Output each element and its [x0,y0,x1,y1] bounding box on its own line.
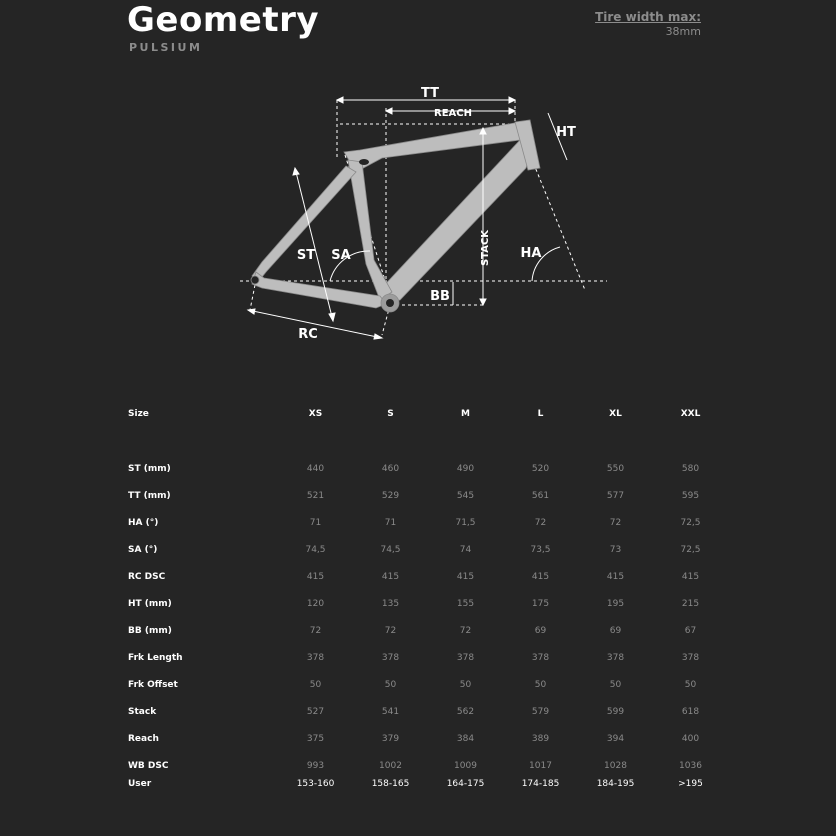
table-row [120,536,728,563]
table-cell: 378 [381,652,400,663]
tire-width-label: Tire width max: [595,10,701,24]
size-xxl: XXL [680,409,701,419]
table-cell: 577 [606,490,625,501]
table-cell: 378 [306,652,325,663]
tire-width-value: 38mm [665,25,701,38]
table-cell: 73 [609,544,622,555]
table-cell: 415 [681,571,700,582]
table-cell: 120 [306,598,325,609]
model-name: PULSIUM [129,41,203,54]
row-label: User [128,779,152,789]
table-cell: 74 [459,544,472,555]
table-cell: 415 [306,571,325,582]
table-row [120,509,728,536]
size-header-row [120,400,728,428]
table-cell: 1028 [604,760,627,771]
spacer-row [120,428,728,455]
table-cell: 72 [534,517,547,528]
table-row [120,698,728,725]
row-label: Reach [128,733,159,744]
table-cell: 69 [609,625,622,636]
table-cell: 71,5 [455,517,476,528]
label-bb: BB [430,289,450,304]
table-row [120,455,728,482]
table-row [120,752,728,779]
table-cell: 541 [381,706,400,717]
row-label: RC DSC [128,571,166,582]
table-cell: 378 [456,652,475,663]
size-s: S [387,409,394,419]
table-row [120,563,728,590]
label-tt: TT [420,86,440,101]
size-header: Size [128,409,149,419]
table-cell: 378 [606,652,625,663]
table-cell: 527 [306,706,325,717]
geometry-table [120,400,728,797]
table-cell: 378 [531,652,550,663]
table-cell: 618 [681,706,700,717]
table-cell: 184-195 [596,779,635,789]
table-cell: 72 [609,517,622,528]
table-cell: 1036 [679,760,702,771]
table-cell: 1017 [529,760,552,771]
table-cell: 521 [306,490,325,501]
table-cell: 50 [309,679,322,690]
size-xl: XL [609,409,622,419]
table-cell: 545 [456,490,475,501]
table-cell: 490 [456,463,475,474]
table-cell: 394 [606,733,625,744]
table-cell: 195 [606,598,625,609]
row-label: SA (°) [128,544,158,555]
table-cell: 579 [531,706,550,717]
label-sa: SA [331,248,351,263]
table-cell: 389 [531,733,550,744]
table-cell: 72 [384,625,397,636]
table-cell: 50 [609,679,622,690]
table-cell: 50 [684,679,697,690]
label-ha: HA [520,246,542,261]
table-cell: 67 [684,625,697,636]
size-m: M [461,409,470,419]
table-cell: 158-165 [371,779,410,789]
table-cell: 440 [306,463,325,474]
label-rc: RC [298,327,318,342]
row-label: WB DSC [128,760,169,771]
table-cell: 415 [531,571,550,582]
bike-frame [251,120,540,312]
page-title: Geometry [127,0,319,40]
label-st: ST [296,248,316,263]
table-cell: 529 [381,490,400,501]
table-cell: 415 [456,571,475,582]
row-label: BB (mm) [128,625,172,636]
table-cell: 72,5 [680,517,701,528]
table-cell: 135 [381,598,400,609]
label-ht: HT [556,125,576,140]
row-label: ST (mm) [128,463,171,474]
row-label: HA (°) [128,517,159,528]
table-cell: 71 [384,517,397,528]
table-cell: 415 [606,571,625,582]
table-cell: 1009 [454,760,477,771]
table-cell: 595 [681,490,700,501]
table-cell: 580 [681,463,700,474]
table-cell: 384 [456,733,475,744]
table-cell: 375 [306,733,325,744]
table-cell: 153-160 [296,779,335,789]
table-cell: 562 [456,706,475,717]
table-cell: 993 [306,760,325,771]
table-row [120,644,728,671]
table-cell: 520 [531,463,550,474]
row-label: Frk Offset [128,679,178,690]
table-cell: 74,5 [380,544,401,555]
table-cell: 400 [681,733,700,744]
table-cell: 72 [309,625,322,636]
table-cell: 561 [531,490,550,501]
size-xs: XS [308,409,323,419]
row-label: Stack [128,706,157,717]
table-cell: 379 [381,733,400,744]
table-cell: 73,5 [530,544,551,555]
row-label: HT (mm) [128,598,172,609]
table-cell: 1002 [379,760,402,771]
table-cell: 164-175 [446,779,485,789]
table-cell: 50 [459,679,472,690]
table-cell: 50 [534,679,547,690]
geometry-diagram [230,80,620,360]
table-cell: 72 [459,625,472,636]
table-row [120,590,728,617]
table-cell: 74,5 [305,544,326,555]
label-stack: STACK [480,229,491,267]
table-cell: 460 [381,463,400,474]
table-row [120,617,728,644]
table-row [120,725,728,752]
row-label: TT (mm) [128,490,171,501]
table-cell: 72,5 [680,544,701,555]
label-reach: REACH [434,108,472,119]
dashed-guides [240,100,607,335]
table-cell: 599 [606,706,625,717]
table-cell: 71 [309,517,322,528]
table-cell: 550 [606,463,625,474]
table-row [120,482,728,509]
table-cell: 378 [681,652,700,663]
table-cell: 415 [381,571,400,582]
table-cell: 50 [384,679,397,690]
table-cell: 175 [531,598,550,609]
table-cell: 174-185 [521,779,560,789]
table-row [120,671,728,698]
row-label: Frk Length [128,652,183,663]
table-cell: >195 [678,779,703,789]
table-cell: 155 [456,598,475,609]
user-row [120,779,728,797]
size-l: L [537,409,544,419]
table-cell: 215 [681,598,700,609]
table-cell: 69 [534,625,547,636]
